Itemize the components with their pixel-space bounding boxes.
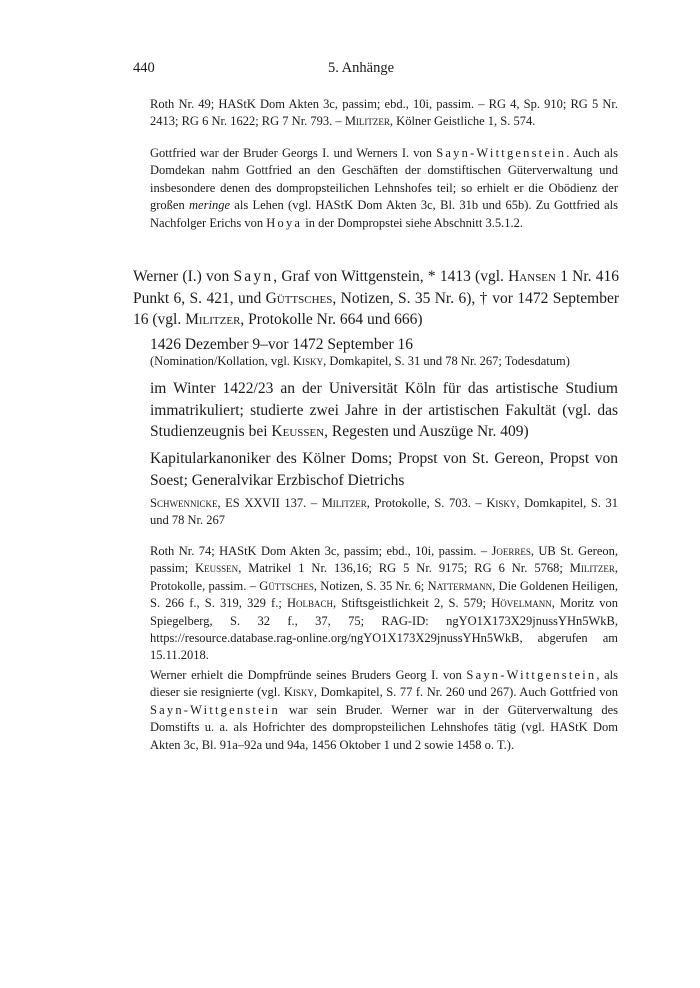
werner-dates: 1426 Dezember 9–vor 1472 September 16 (150, 336, 414, 353)
werner-offices: Kapitularkanoniker des Kölner Doms; Propst von St. Gereon, Propst von Soest; Generalvikar Erzbischof Dietrichs (150, 450, 618, 489)
gottfried-note: Gottfried war der Bruder Georgs I. und Werners I. von Sayn-Wittgenstein. Auch als Domdekan nahm Gottfried an den Geschäften der domstiftischen Güterverwaltung und insbesondere denen des dompropsteilichen Lehnshofes teil; so erhielt er die Obödienz der großen meringe als Lehen (vgl. HAStK Dom Akten 3c, Bl. 31b und 65b). Zu Gottfried als Nachfolger Erichs von Hoya in der Dompropstei siehe Abschnitt 3.5.1.2. (150, 146, 619, 230)
werner-note: Werner erhielt die Dompfründe seines Bruders Georg I. von Sayn-Wittgenstein, als dieser sie resignierte (vgl. Kisky, Domkapitel, S. 77 f. Nr. 260 und 267). Auch Gottfried von Sayn-Wittgenstein war sein Bruder. Werner war in der Güterverwaltung des Domstifts u. a. als Hofrichter des dompropsteilichen Lehnshofes tätig (vgl. HAStK Dom Akten 3c, Bl. 91a–92a und 94a, 1456 Oktober 1 und 2 sowie 1458 o. T.). (150, 668, 619, 752)
werner-entry-heading: Werner (I.) von Sayn, Graf von Wittgenstein, * 1413 (vgl. Hansen 1 Nr. 416 Punkt 6, S. 421, und Güttsches, Notizen, S. 35 Nr. 6), † vor 1472 September 16 (vgl. Militzer, Protokolle Nr. 664 und 666) (133, 268, 620, 328)
werner-sources: Roth Nr. 74; HAStK Dom Akten 3c, passim; ebd., 10i, passim. – Joerres, UB St. Gereon, passim; Keussen, Matrikel 1 Nr. 136,16; RG 5 Nr. 9175; RG 6 Nr. 5768; Militzer, Protokolle, passim. – Güttsches, Notizen, S. 35 Nr. 6; Nattermann, Die Goldenen Heiligen, S. 266 f., S. 319, 329 f.; Holbach, Stiftsgeistlichkeit 2, S. 579; Hövelmann, Moritz von Spiegelberg, S. 32 f., 37, 75; RAG-ID: ngYO1X173X29jnussYHn5WkB, https://resource.database.rag-online.org/ngYO1X173X29jnussYHn5WkB, abgerufen am 15.11.2018. (150, 544, 619, 663)
page-number: 440 (133, 60, 155, 76)
gottfried-sources: Roth Nr. 49; HAStK Dom Akten 3c, passim; ebd., 10i, passim. – RG 4, Sp. 910; RG 5 Nr. 2413; RG 6 Nr. 1622; RG 7 Nr. 793. – Militzer, Kölner Geistliche 1, S. 574. (150, 97, 618, 129)
werner-dates-note: (Nomination/Kollation, vgl. Kisky, Domkapitel, S. 31 und 78 Nr. 267; Todesdatum) (150, 354, 570, 368)
running-title: 5. Anhänge (327, 60, 395, 76)
page-header (133, 60, 589, 80)
werner-literature: Schwennicke, ES XXVII 137. – Militzer, Protokolle, S. 703. – Kisky, Domkapitel, S. 31 und 78 Nr. 267 (150, 496, 618, 528)
werner-study: im Winter 1422/23 an der Universität Köln für das artistische Studium immatrikuliert; studierte zwei Jahre in der artistischen Fakultät (vgl. das Studienzeugnis bei Keussen, Regesten und Auszüge Nr. 409) (150, 380, 618, 441)
